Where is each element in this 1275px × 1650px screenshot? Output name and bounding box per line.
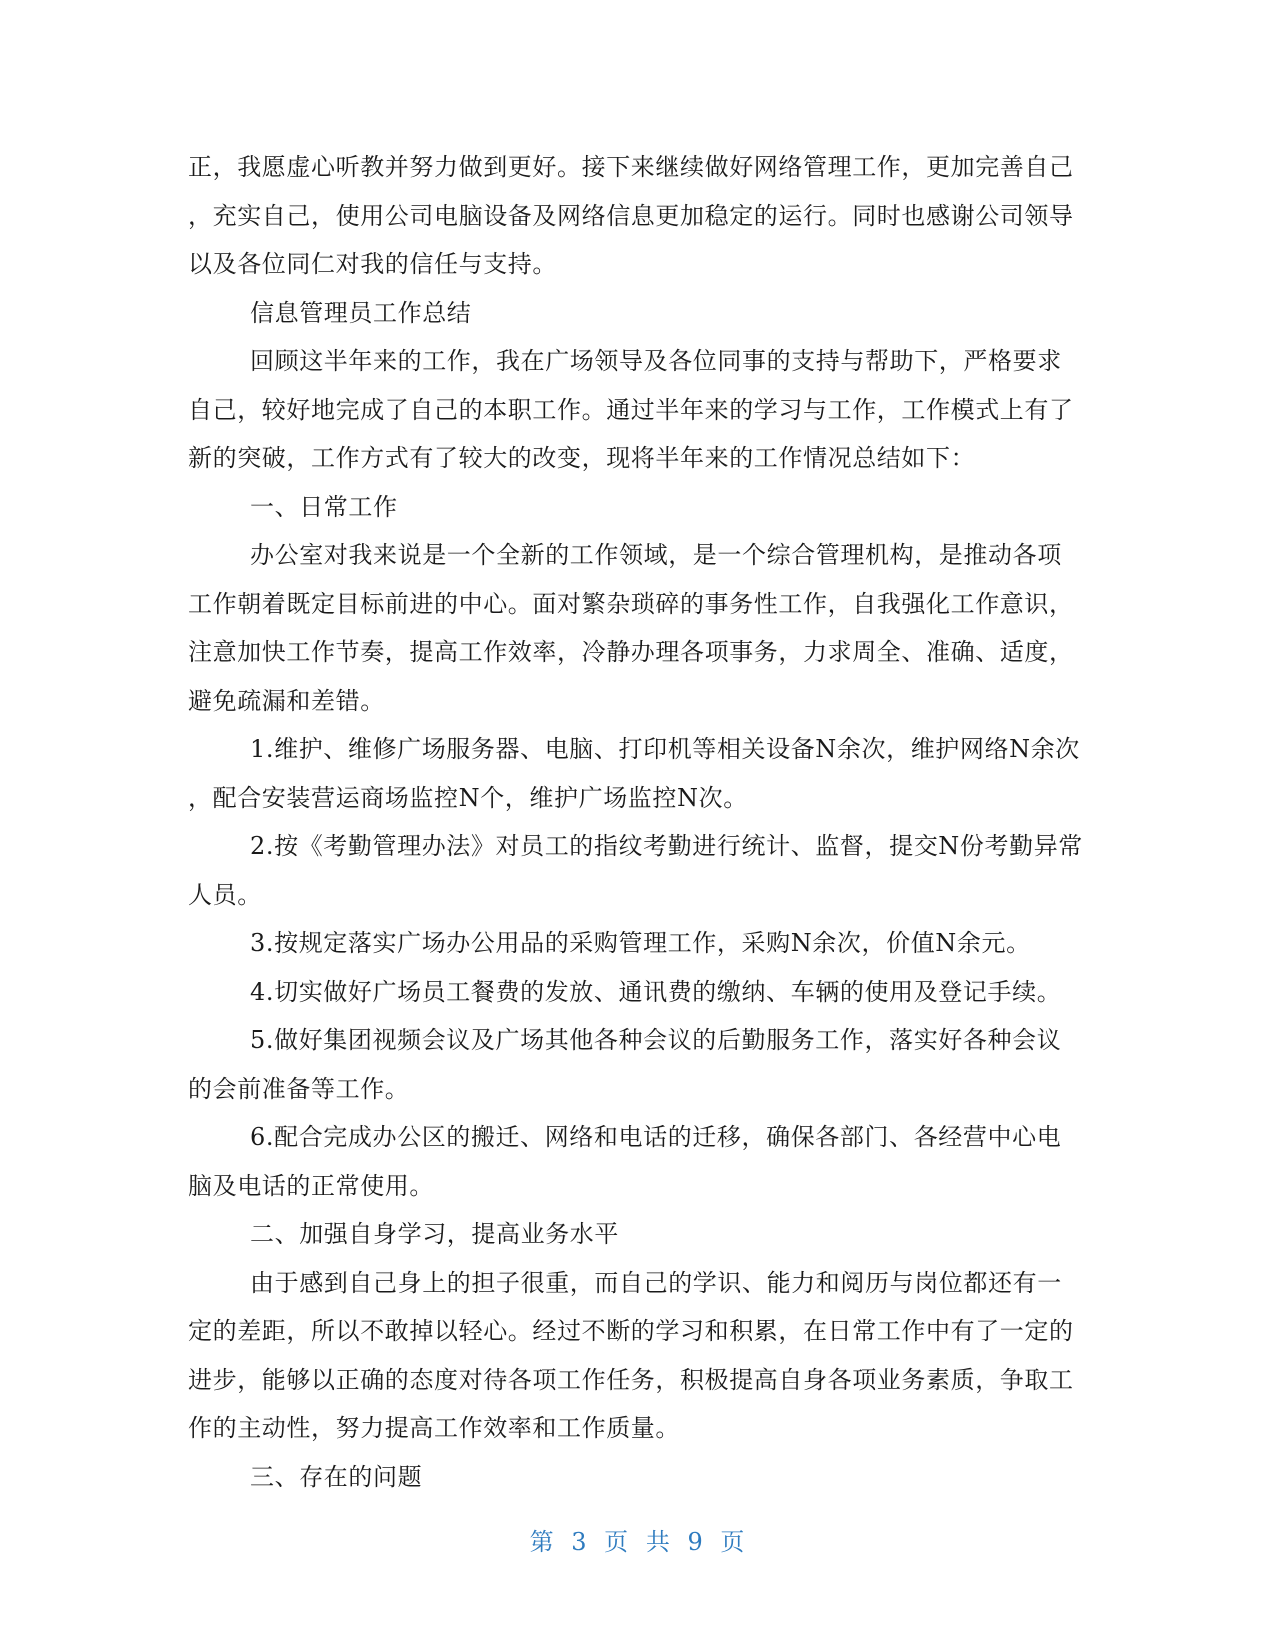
text-line: 4.切实做好广场员工餐费的发放、通讯费的缴纳、车辆的使用及登记手续。 — [250, 977, 1062, 1006]
text-line: 人员。 — [188, 880, 262, 909]
footer-total-pages: 9 — [687, 1528, 704, 1556]
text-line: ，配合安装营运商场监控N个，维护广场监控N次。 — [188, 783, 748, 812]
footer-suffix: 页 — [720, 1528, 746, 1556]
heading-self-study — [188, 1210, 1088, 1259]
text-line: 5.做好集团视频会议及广场其他各种会议的后勤服务工作，落实好各种会议 — [250, 1026, 1062, 1054]
paragraph-intro — [188, 337, 1088, 483]
footer-page-word: 页 — [604, 1528, 630, 1556]
text-line: 办公室对我来说是一个全新的工作领域，是一个综合管理机构，是推动各项 — [250, 541, 1062, 569]
text-line: ，充实自己，使用公司电脑设备及网络信息更加稳定的运行。同时也感谢公司领导 — [188, 201, 1074, 230]
text-line: 2.按《考勤管理办法》对员工的指纹考勤进行统计、监督，提交N份考勤异常 — [250, 832, 1083, 860]
text-line: 避免疏漏和差错。 — [188, 686, 385, 715]
footer-current-page: 3 — [571, 1528, 588, 1556]
text-line: 3.按规定落实广场办公用品的采购管理工作，采购N余次，价值N余元。 — [250, 929, 1031, 957]
text-line: 1.维护、维修广场服务器、电脑、打印机等相关设备N余次，维护网络N余次 — [250, 735, 1080, 763]
list-item-5 — [188, 1016, 1088, 1113]
text-line: 作的主动性，努力提高工作效率和工作质量。 — [188, 1414, 680, 1442]
paragraph-continuation — [188, 143, 1088, 289]
text-line: 工作朝着既定目标前进的中心。面对繁杂琐碎的事务性工作，自我强化工作意识， — [188, 589, 1074, 618]
text-line: 进步，能够以正确的态度对待各项工作任务，积极提高自身各项业务素质，争取工 — [188, 1365, 1074, 1394]
heading-daily-work — [188, 483, 1088, 532]
document-body — [188, 143, 1088, 1501]
list-item-2 — [188, 822, 1088, 919]
text-line: 一、日常工作 — [250, 492, 398, 521]
paragraph-office — [188, 531, 1088, 725]
text-line: 三、存在的问题 — [250, 1462, 423, 1491]
heading-problems — [188, 1453, 1088, 1502]
list-item-4 — [188, 968, 1088, 1017]
text-line: 定的差距，所以不敢掉以轻心。经过不断的学习和积累，在日常工作中有了一定的 — [188, 1317, 1074, 1345]
text-line: 脑及电话的正常使用。 — [188, 1171, 434, 1200]
list-item-1 — [188, 725, 1088, 822]
list-item-3 — [188, 919, 1088, 968]
footer-total-word: 共 — [645, 1528, 671, 1556]
list-item-6 — [188, 1113, 1088, 1210]
text-line: 新的突破，工作方式有了较大的改变，现将半年来的工作情况总结如下： — [188, 444, 976, 472]
text-line: 正，我愿虚心听教并努力做到更好。接下来继续做好网络管理工作，更加完善自己 — [188, 153, 1074, 181]
text-line: 注意加快工作节奏，提高工作效率，冷静办理各项事务，力求周全、准确、适度， — [188, 638, 1074, 666]
paragraph-study — [188, 1259, 1088, 1453]
text-line: 以及各位同仁对我的信任与支持。 — [188, 250, 557, 278]
text-line: 的会前准备等工作。 — [188, 1074, 410, 1103]
text-line: 由于感到自己身上的担子很重，而自己的学识、能力和阅历与岗位都还有一 — [250, 1268, 1062, 1297]
footer-prefix: 第 — [529, 1528, 555, 1556]
text-line: 6.配合完成办公区的搬迁、网络和电话的迁移，确保各部门、各经营中心电 — [250, 1123, 1062, 1151]
text-line: 二、加强自身学习，提高业务水平 — [250, 1220, 619, 1248]
text-line: 自己，较好地完成了自己的本职工作。通过半年来的学习与工作，工作模式上有了 — [188, 395, 1074, 424]
section-title — [188, 289, 1088, 338]
page-number-footer — [0, 1527, 1275, 1557]
text-line: 回顾这半年来的工作，我在广场领导及各位同事的支持与帮助下，严格要求 — [250, 347, 1062, 375]
text-line: 信息管理员工作总结 — [250, 298, 472, 327]
